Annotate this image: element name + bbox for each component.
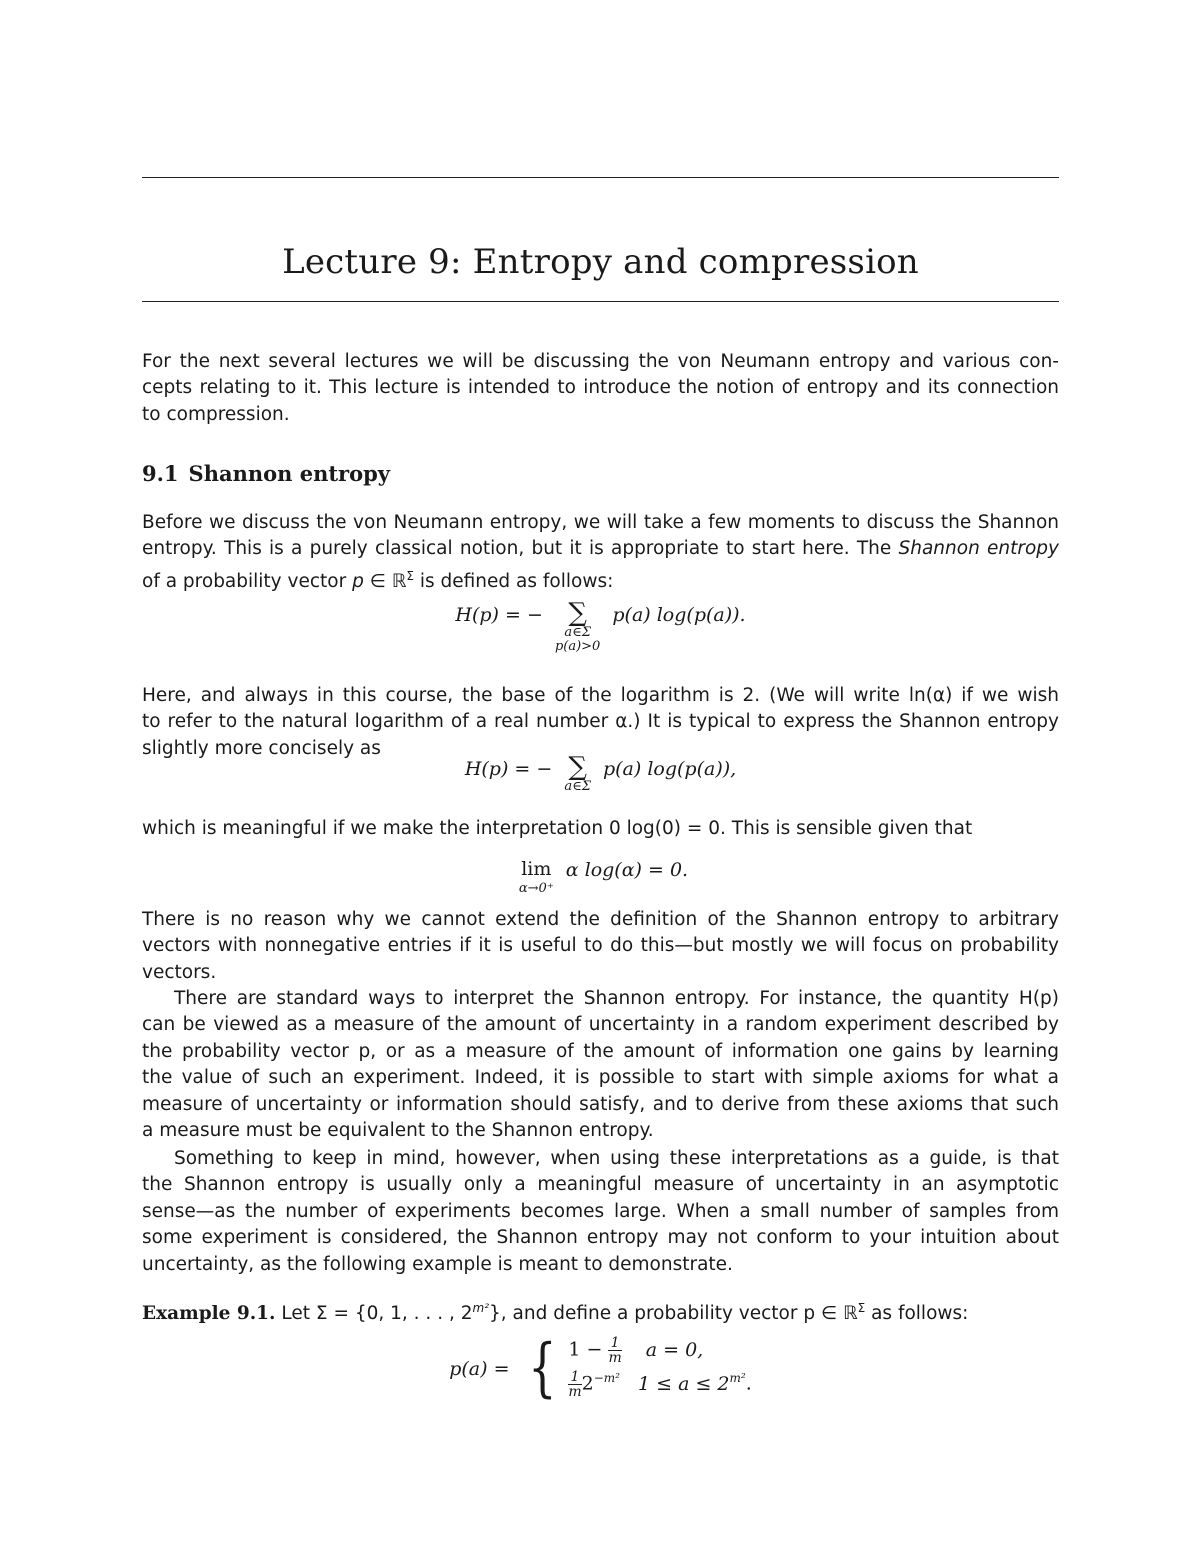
paragraph-extension <box>142 907 1059 986</box>
text-line: vectors. <box>142 961 217 983</box>
section-number: 9.1 <box>142 461 179 486</box>
text-line: slightly more concisely as <box>142 737 381 759</box>
text-line: There is no reason why we cannot extend the definition of the Shannon entropy to arbitrary <box>142 909 1059 930</box>
paragraph-shannon-intro <box>142 510 1059 595</box>
sum-symbol: ∑ <box>568 598 587 628</box>
text-line: vectors with nonnegative entries if it is useful to do this—but mostly we will focus on probability <box>142 935 1059 957</box>
text-line: some experiment is considered, the Shannon entropy may not conform to your intuition about <box>142 1227 1059 1249</box>
sum-symbol: ∑ <box>568 752 587 782</box>
equation-shannon-entropy: H(p) = − ∑ a∈Σ p(a)>0 p(a) log(p(a)). <box>455 598 746 654</box>
text-line: to refer to the natural logarithm of a real number α.) It is typical to express the Shannon entropy <box>142 711 1059 733</box>
lecture-title: Lecture 9: Entropy and compression <box>282 242 919 282</box>
text-line: cepts relating to it. This lecture is intended to introduce the notion of entropy and its connection <box>142 377 1059 399</box>
text-line: uncertainty, as the following example is meant to demonstrate. <box>142 1253 733 1275</box>
term-shannon-entropy: Shannon entropy <box>898 538 1059 560</box>
text-line: Before we discuss the von Neumann entropy, we will take a few moments to discuss the Shannon <box>142 512 1059 533</box>
equation-cases: p(a) = { 1 − $\frac{1}{m}$ a = 0, $\frac{1}{m}$ $2^{-m^2}$ $1 \le a \le 2^{m^2}$. <box>449 1331 752 1405</box>
text-line: which is meaningful if we make the interpretation 0 log(0) = 0. This is sensible given that <box>142 818 973 839</box>
text-line: entropy. This is a purely classical notion, but it is appropriate to start here. The Shannon entropy <box>142 538 1059 560</box>
title-rule-bottom <box>142 301 1059 302</box>
equation-limit: lim α→0⁺ α log(α) = 0. <box>518 858 689 896</box>
text-line: can be viewed as a measure of the amount of uncertainty in a random experiment described by <box>142 1014 1059 1036</box>
paragraph-interpretation <box>142 816 1059 842</box>
text-line: Something to keep in mind, however, when using these interpretations as a guide, is that <box>174 1148 1059 1169</box>
example-label: Example 9.1. <box>142 1303 276 1325</box>
left-brace: { <box>527 1331 557 1405</box>
text-line: There are standard ways to interpret the Shannon entropy. For instance, the quantity H(p) <box>174 988 1059 1009</box>
text-line: the probability vector p, or as a measure of the amount of information one gains by learning <box>142 1040 1059 1062</box>
title-rule-top <box>142 177 1059 178</box>
text-line: sense—as the number of experiments becomes large. When a small number of samples from <box>142 1200 1059 1222</box>
text-line: For the next several lectures we will be discussing the von Neumann entropy and various con- <box>142 351 1059 372</box>
text-line: measure of uncertainty or information should satisfy, and to derive from these axioms that such <box>142 1093 1059 1115</box>
text-line: Here, and always in this course, the base of the logarithm is 2. (We will write ln(α) if we wish <box>142 685 1059 706</box>
example-9-1 <box>142 1295 1059 1328</box>
paragraph-log-base <box>142 683 1059 762</box>
text-line: of a probability vector p ∈ ℝ$^\Sigma$ is defined as follows: <box>142 568 614 592</box>
math-prob-vector: p ∈ ℝ <box>352 570 407 592</box>
text-line: to compression. <box>142 403 290 425</box>
text-line: the Shannon entropy is usually only a meaningful measure of uncertainty in an asymptotic <box>142 1174 1059 1196</box>
text-line: Example 9.1. Let Σ = {0, 1, . . . , $2^{m^2}$}, and define a probability vector p ∈ ℝ$^\Sigma$ as follows: <box>142 1301 969 1325</box>
equation-shannon-concise: H(p) = − ∑ a∈Σ p(a) log(p(a)), <box>464 752 737 794</box>
text-line: a measure must be equivalent to the Shannon entropy. <box>142 1120 654 1142</box>
paragraph-asymptotic <box>142 1146 1059 1278</box>
section-title: Shannon entropy <box>188 461 390 486</box>
section-heading <box>142 459 390 489</box>
intro-paragraph <box>142 349 1059 428</box>
text-line: the value of such an experiment. Indeed, it is possible to start with simple axioms for what a <box>142 1067 1059 1089</box>
paragraph-interpretations <box>142 986 1059 1144</box>
